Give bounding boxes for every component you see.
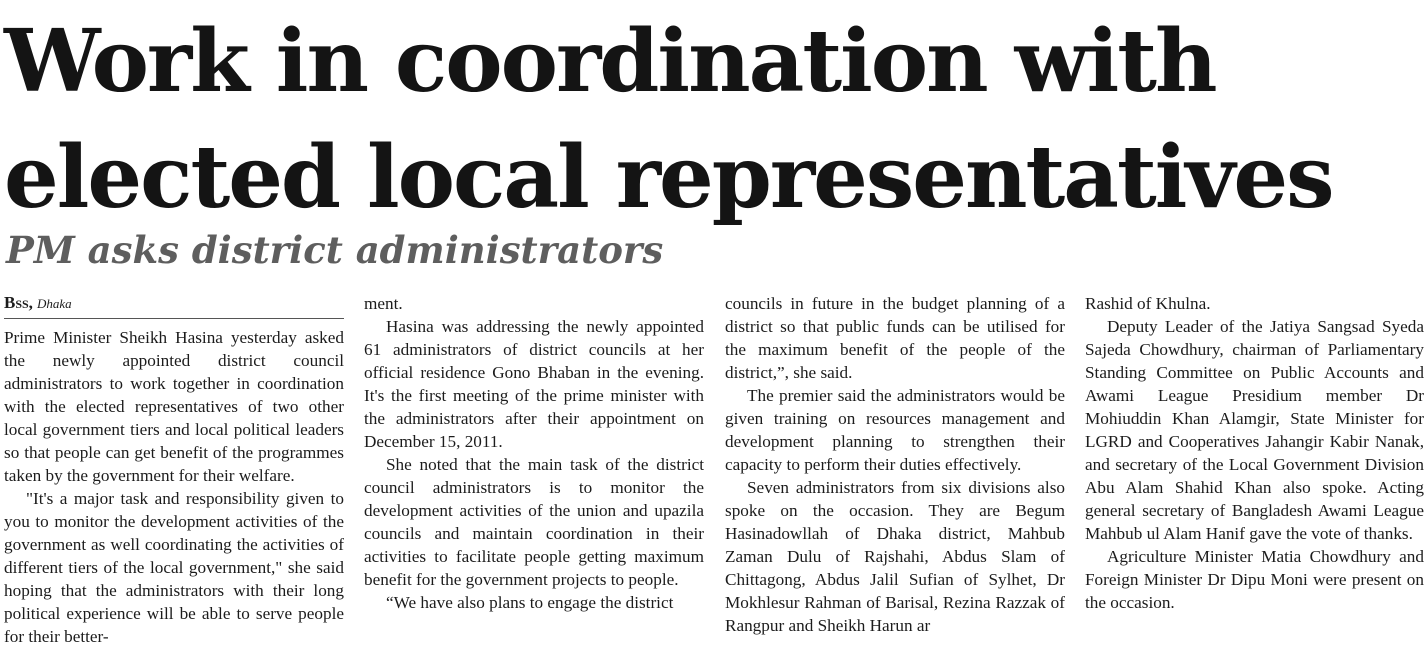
paragraph: Prime Minister Sheikh Hasina yesterday asked the newly appointed district council administrators to work together in coordination with the elected representatives of two other local government tiers and local political leaders so that people can get benefit of the programmes taken by the government for their welfare. [4, 328, 344, 485]
article-column-1 [4, 292, 344, 648]
article-column-2 [364, 292, 704, 614]
byline [4, 292, 344, 319]
paragraph: Deputy Leader of the Jatiya Sangsad Syeda Sajeda Chowdhury, chairman of Parliamentary Standing Committee on Public Accounts and Awami League Presidium member Dr Mohiuddin Khan Alamgir, State Minister for LGRD and Cooperatives Jahangir Kabir Nanak, and secretary of the Local Government Division Abu Alam Shahid Khan also spoke. Acting general secretary of Bangladesh Awami League Mahbub ul Alam Hanif gave the vote of thanks. [1085, 317, 1424, 543]
paragraph: "It's a major task and responsibility given to you to monitor the development activities of the government as well coordinating the activities of different tiers of the local government," she said hoping that the administrators with their long political experience will be able to serve people for their better- [4, 489, 344, 646]
byline-place: Dhaka [36, 296, 72, 311]
subheadline: PM asks district administrators [6, 228, 664, 272]
paragraph: “We have also plans to engage the district [386, 593, 674, 612]
paragraph: councils in future in the budget planning of a district so that public funds can be utilised for the maximum benefit of the people of the district,”, she said. [725, 294, 1065, 382]
paragraph: Seven administrators from six divisions also spoke on the occasion. They are Begum Hasinadowllah of Dhaka district, Mahbub Zaman Dulu of Rajshahi, Abdus Slam of Chittagong, Abdus Jalil Sufian of Sylhet, Dr Mokhlesur Rahman of Barisal, Rezina Razzak of Rangpur and Sheikh Harun ar [725, 478, 1065, 635]
paragraph: The premier said the administrators would be given training on resources management and development planning to strengthen their capacity to perform their duties effectively. [725, 386, 1065, 474]
paragraph: Hasina was addressing the newly appointed 61 administrators of district councils at her official residence Gono Bhaban in the evening. It's the first meeting of the prime minister with the administrators after their appointment on December 15, 2011. [364, 317, 704, 451]
headline: Work in coordination with elected local representatives [4, 11, 1333, 228]
paragraph: ment. [364, 294, 403, 313]
byline-agency: Bss, [4, 293, 33, 312]
paragraph: Agriculture Minister Matia Chowdhury and Foreign Minister Dr Dipu Moni were present on the occasion. [1085, 547, 1424, 612]
paragraph: Rashid of Khulna. [1085, 294, 1211, 313]
paragraph: She noted that the main task of the district council administrators is to monitor the development activities of the union and upazila councils and maintain coordination in their activities to facilitate people getting maximum benefit for the government projects to people. [364, 455, 704, 589]
article-column-3 [725, 292, 1065, 637]
article-column-4 [1085, 292, 1424, 614]
